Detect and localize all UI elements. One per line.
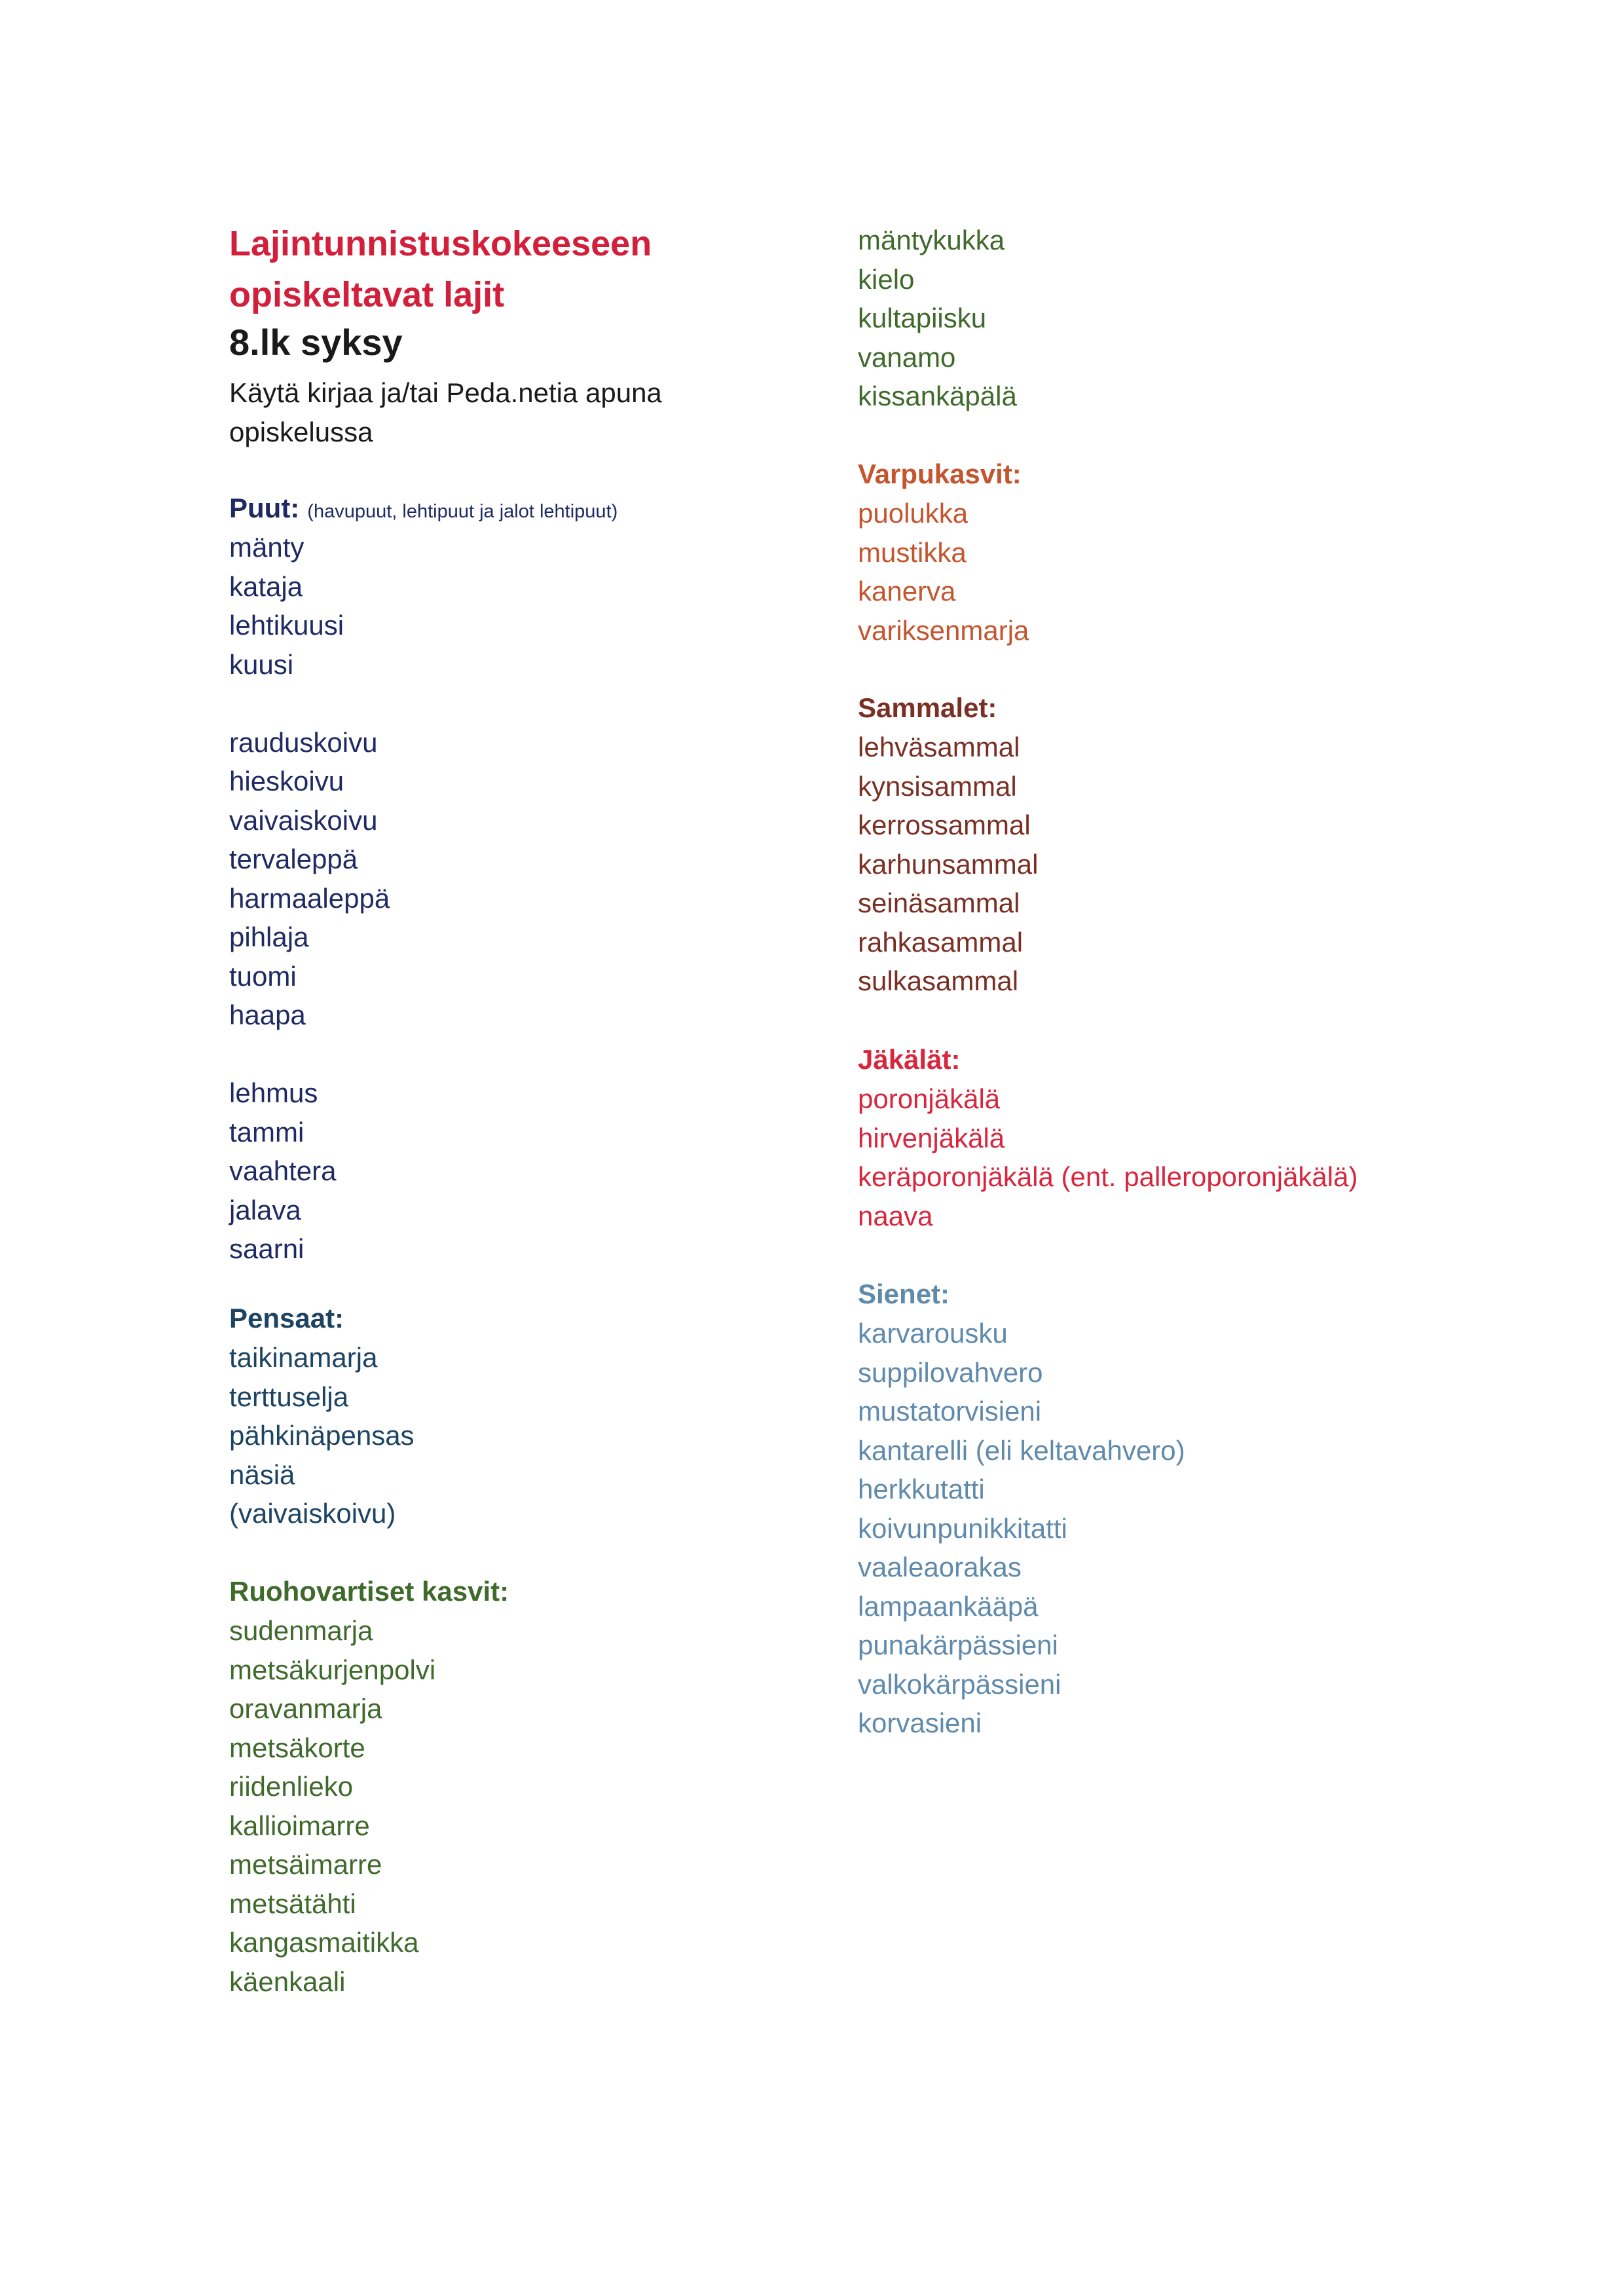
group-spacer (229, 1035, 618, 1074)
list-item: korvasieni (858, 1707, 982, 1738)
list-item: pihlaja (229, 922, 309, 952)
list-item: kielo (858, 263, 915, 295)
section-heading-fungi: Sienet: (858, 1278, 950, 1309)
intro-line-2: opiskelussa (229, 417, 373, 447)
list-item: variksenmarja (858, 614, 1029, 646)
section-lichens (858, 1040, 1357, 1235)
list-item: mänty (229, 532, 304, 563)
list-item: kynsisammal (858, 770, 1017, 802)
list-item: puolukka (858, 498, 969, 529)
section-shrubs (229, 1299, 415, 1533)
section-herbs-continued (858, 221, 1017, 416)
list-item: tammi (229, 1116, 304, 1148)
list-item: vaivaiskoivu (229, 804, 378, 836)
section-heading-trees (229, 489, 618, 528)
list-item: kangasmaitikka (229, 1927, 419, 1958)
group-spacer (229, 684, 618, 723)
list-item: kuusi (229, 648, 294, 680)
list-item: käenkaali (229, 1966, 346, 1997)
list-item: tuomi (229, 960, 297, 992)
page-title-line-2: opiskeltavat lajit (229, 275, 505, 314)
list-item: rahkasammal (858, 926, 1024, 958)
intro-line-1: Käytä kirjaa ja/tai Peda.netia apuna (229, 377, 662, 408)
list-item: karhunsammal (858, 848, 1039, 880)
list-item: taikinamarja (229, 1342, 378, 1373)
section-mosses (858, 688, 1038, 1001)
list-item: lehmus (229, 1077, 318, 1108)
section-heading-lichens: Jäkälät: (858, 1044, 961, 1075)
list-item: mäntykukka (858, 225, 1005, 255)
section-herbs (229, 1572, 509, 2001)
list-item: (vaivaiskoivu) (229, 1498, 396, 1529)
list-item: herkkutatti (858, 1474, 985, 1504)
section-fungi (858, 1275, 1185, 1743)
section-trees (229, 489, 618, 1269)
section-heading-shrubs: Pensaat: (229, 1303, 344, 1334)
list-item: metsäkurjenpolvi (229, 1654, 436, 1685)
list-item: poronjäkälä (858, 1083, 1001, 1114)
list-item: mustikka (858, 536, 967, 568)
list-item: vaahtera (229, 1155, 337, 1186)
list-item: kallioimarre (229, 1810, 370, 1841)
list-item: metsäkorte (229, 1732, 365, 1763)
list-item: oravanmarja (229, 1693, 382, 1724)
list-item: naava (858, 1200, 933, 1231)
list-item: kataja (229, 570, 303, 602)
list-item: seinäsammal (858, 887, 1020, 918)
list-item: lampaankääpä (858, 1590, 1039, 1622)
list-item: haapa (229, 999, 306, 1030)
list-item: pähkinäpensas (229, 1420, 415, 1451)
section-dwarf-shrubs (858, 455, 1029, 650)
list-item: saarni (229, 1233, 304, 1264)
list-item: punakärpässieni (858, 1630, 1058, 1660)
list-item: kerrossammal (858, 810, 1031, 840)
list-item: kultapiisku (858, 303, 987, 333)
intro-text (229, 373, 786, 452)
list-item: kantarelli (eli keltavahvero) (858, 1434, 1185, 1466)
section-heading-herbs: Ruohovartiset kasvit: (229, 1576, 509, 1607)
list-item: jalava (229, 1194, 301, 1225)
list-item: vaaleaorakas (858, 1552, 1022, 1582)
list-item: vanamo (858, 341, 956, 373)
list-item: koivunpunikkitatti (858, 1512, 1067, 1544)
list-item: hieskoivu (229, 766, 344, 796)
list-item: hirvenjäkälä (858, 1122, 1005, 1153)
list-item: riidenlieko (229, 1771, 354, 1802)
list-item: tervaleppä (229, 844, 358, 874)
list-item: valkokärpässieni (858, 1668, 1061, 1700)
list-item: sulkasammal (858, 965, 1019, 996)
trees-heading-text: Puut: (229, 493, 300, 523)
list-item: suppilovahvero (858, 1356, 1043, 1388)
list-item: kanerva (858, 576, 956, 606)
list-item: mustatorvisieni (858, 1396, 1042, 1427)
page-subtitle: 8.lk syksy (229, 322, 403, 363)
list-item: metsäimarre (229, 1849, 382, 1880)
page-title-line-1: Lajintunnistuskokeeseen (229, 224, 652, 263)
list-item: harmaaleppä (229, 882, 390, 914)
list-item: kissankäpälä (858, 381, 1017, 411)
list-item: näsiä (229, 1459, 295, 1490)
list-item: lehtikuusi (229, 610, 344, 641)
list-item: terttuselja (229, 1381, 349, 1412)
list-item: keräporonjäkälä (ent. palleroporonjäkälä) (858, 1161, 1358, 1192)
section-heading-dwarf-shrubs: Varpukasvit: (858, 458, 1022, 489)
list-item: karvarousku (858, 1318, 1008, 1349)
list-item: sudenmarja (229, 1615, 373, 1646)
list-item: rauduskoivu (229, 726, 378, 758)
list-item: metsätähti (229, 1888, 356, 1919)
list-item: lehväsammal (858, 732, 1020, 762)
trees-heading-note: (havupuut, lehtipuut ja jalot lehtipuut) (307, 501, 618, 522)
section-heading-mosses: Sammalet: (858, 692, 997, 723)
